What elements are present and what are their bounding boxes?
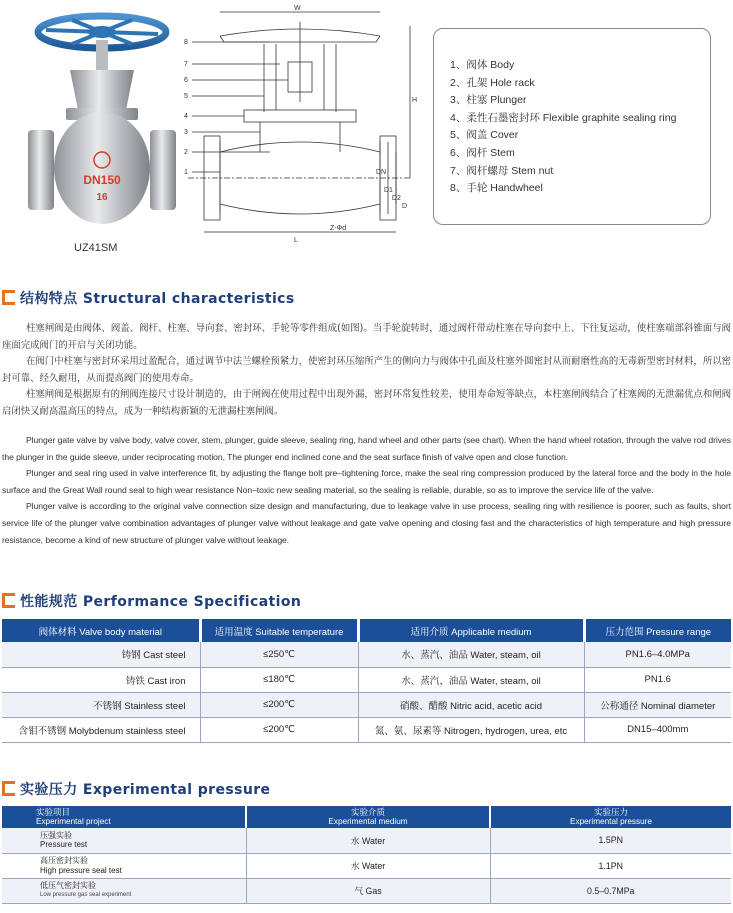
table-cell: ≤200℃ [200,717,358,742]
part-number: 8 [184,39,188,46]
table-cell: 不锈钢 Stainless steel [2,692,200,717]
column-header: 适用介质 Applicable medium [358,619,584,642]
table-cell [2,853,246,878]
paragraph: 在阀门中柱塞与密封环采用过盈配合，通过调节中法兰螺栓预紧力，使密封环压缩所产生的侧向力与阀体中孔面及柱塞外圆密封从而耐磨性高的无毒新型密封材料，所以密封可靠、经久耐用，从而提高阀门的使用寿命。 [2,356,731,384]
part-number: 1 [184,169,188,176]
product-top-area [0,0,733,262]
table-row [2,878,731,903]
legend-item: 2、孔架 Hole rack [450,76,535,89]
dim-h-label: H [412,97,418,104]
column-header: 压力范围 Pressure range [584,619,731,642]
dim-w-label: W [294,5,301,12]
table-cell: 气 Gas [246,878,490,903]
section-bracket-icon [2,593,15,608]
table-cell: PN1.6 [584,667,731,692]
part-number: 7 [184,61,188,68]
project-cn: 低压气密封实验 [40,881,96,890]
table-cell: 水、蒸汽、油品 Water, steam, oil [358,642,584,667]
table-cell: 氮、氨、尿素等 Nitrogen, hydrogen, urea, etc [358,717,584,742]
dim-d-label: D [402,203,408,210]
part-number: 6 [184,77,188,84]
column-header: 阀体材料 Valve body material [2,619,200,642]
table-cell: DN15–400mm [584,717,731,742]
parts-legend [433,28,711,225]
project-en: Pressure test [40,840,88,850]
table-row [2,828,731,853]
table-cell: 水 Water [246,853,490,878]
legend-item: 1、阀体 Body [450,59,515,71]
section-title: 实验压力 Experimental pressure [20,782,271,798]
structural-heading [0,287,733,309]
table-cell: 0.5–0.7MPa [490,878,731,903]
header-en: Experimental project [36,817,111,826]
photo-pn-text: 16 [96,192,108,203]
legend-item: 4、柔性石墨密封环 Flexible graphite sealing ring [450,111,677,124]
part-number: 3 [184,129,188,136]
table-row [2,717,731,742]
table-cell: ≤180℃ [200,667,358,692]
structural-en-text [2,432,731,548]
table-row [2,853,731,878]
table-cell: ≤250℃ [200,642,358,667]
table-row [2,667,731,692]
project-en: High pressure seal test [40,865,122,875]
table-cell: PN1.6–4.0MPa [584,642,731,667]
experimental-table [2,806,731,904]
header-cn: 实验介质 [350,807,385,817]
experimental-heading [0,778,733,800]
legend-item: 8、手轮 Handwheel [450,182,543,195]
header-en: Experimental pressure [570,817,652,826]
project-en: Low pressure gas seal experiment [40,891,132,898]
header-cn: 实验项目 [36,807,71,817]
table-cell: 公称通径 Nominal diameter [584,692,731,717]
paragraph: Plunger valve is according to the original valve connection size design and manufacturing, due to leakage valve in use process, sealing ring with resilience is poorer, such as faults, short service life of the plunger valve combination advantages of plunger valve without leakage and gate valve opening and closing fast and the characteristics of high temperature and high pressure resistance, become a kind of new structure of plunger valve without leakage. [2,501,731,545]
column-header [246,806,490,828]
project-cn: 高压密封实验 [40,856,88,865]
valve-technical-drawing [180,2,420,252]
dim-dn-label: DN [376,169,387,176]
table-cell [2,828,246,853]
model-caption: UZ41SM [74,242,118,254]
dim-l-label: L [294,237,298,244]
legend-item: 3、柱塞 Plunger [450,94,527,107]
table-cell: 水、蒸汽、油品 Water, steam, oil [358,667,584,692]
table-header-row [2,806,731,828]
dim-d2-label: D2 [392,195,401,202]
section-title: 性能规范 Performance Specification [20,594,302,610]
dim-d1-label: D1 [384,187,393,194]
table-cell: 硝酸、醋酸 Nitric acid, acetic acid [358,692,584,717]
column-header: 适用温度 Suitable temperature [200,619,358,642]
table-cell: 1.1PN [490,853,731,878]
table-row [2,692,731,717]
valve-photo [22,10,182,230]
table-cell: 水 Water [246,828,490,853]
table-cell: 铸铁 Cast iron [2,667,200,692]
section-bracket-icon [2,290,15,305]
part-number: 4 [184,113,188,120]
paragraph: Plunger gate valve by valve body, valve cover, stem, plunger, guide sleeve, sealing ring, hand wheel and other parts (see chart). When the hand wheel rotation, through the valve rod drives the plunger in the guide sleeve, under reciprocating motion, The plunger end inclined cone and the seat surface finish of valve open and close function. [2,435,731,462]
header-en: Experimental medium [328,817,408,826]
legend-item: 7、阀杆螺母 Stem nut [450,164,554,177]
paragraph: 柱塞闸阀是由阀体、阀盖、阀杆、柱塞、导向套、密封环、手轮等零件组成(如图)。当手轮旋转时，通过阀杆带动柱塞在导向套中上、下往复运动，使柱塞端部斜锥面与阀座面完成阀门的开启与关闭功能。 [2,323,731,351]
table-cell [2,878,246,903]
legend-item: 6、阀杆 Stem [450,146,515,159]
column-header [490,806,731,828]
section-title: 结构特点 Structural characteristics [20,291,295,307]
table-cell: 铸钢 Cast steel [2,642,200,667]
paragraph: 柱塞闸阀是根据原有的闸阀连接尺寸设计制造的，由于闸阀在使用过程中出现外漏，密封环常复性较差，使用寿命短等缺点，本柱塞闸阀结合了柱塞阀的无泄漏优点和闸阀启闭快又耐高温高压的特点，成为一种结构新颖的无泄漏柱塞闸阀。 [2,389,731,417]
paragraph: Plunger and seal ring used in valve interference fit, by adjusting the flange bolt pre–tightening force, make the seal ring compression produced by the lateral force and the body in the hole surface and the Great Wall round seal to high wear resistance Non–toxic new sealing material, so the sealing is reliable, durable, so as to improve the service life of the valve. [2,468,731,495]
legend-item: 5、阀盖 Cover [450,129,519,142]
performance-heading [0,590,733,612]
part-number: 2 [184,149,188,156]
performance-table [2,619,731,743]
header-cn: 实验压力 [593,807,628,817]
table-cell: 含钼不锈钢 Molybdenum stainless steel [2,717,200,742]
table-cell: 1.5PN [490,828,731,853]
column-header [2,806,246,828]
section-bracket-icon [2,781,15,796]
table-header-row [2,619,731,642]
table-cell: ≤200℃ [200,692,358,717]
photo-dn-text: DN150 [83,173,121,187]
project-cn: 压强实验 [40,830,72,840]
structural-cn-text [2,321,731,421]
table-row [2,642,731,667]
dim-zd-label: Z-Φd [330,225,347,232]
part-number: 5 [184,93,188,100]
